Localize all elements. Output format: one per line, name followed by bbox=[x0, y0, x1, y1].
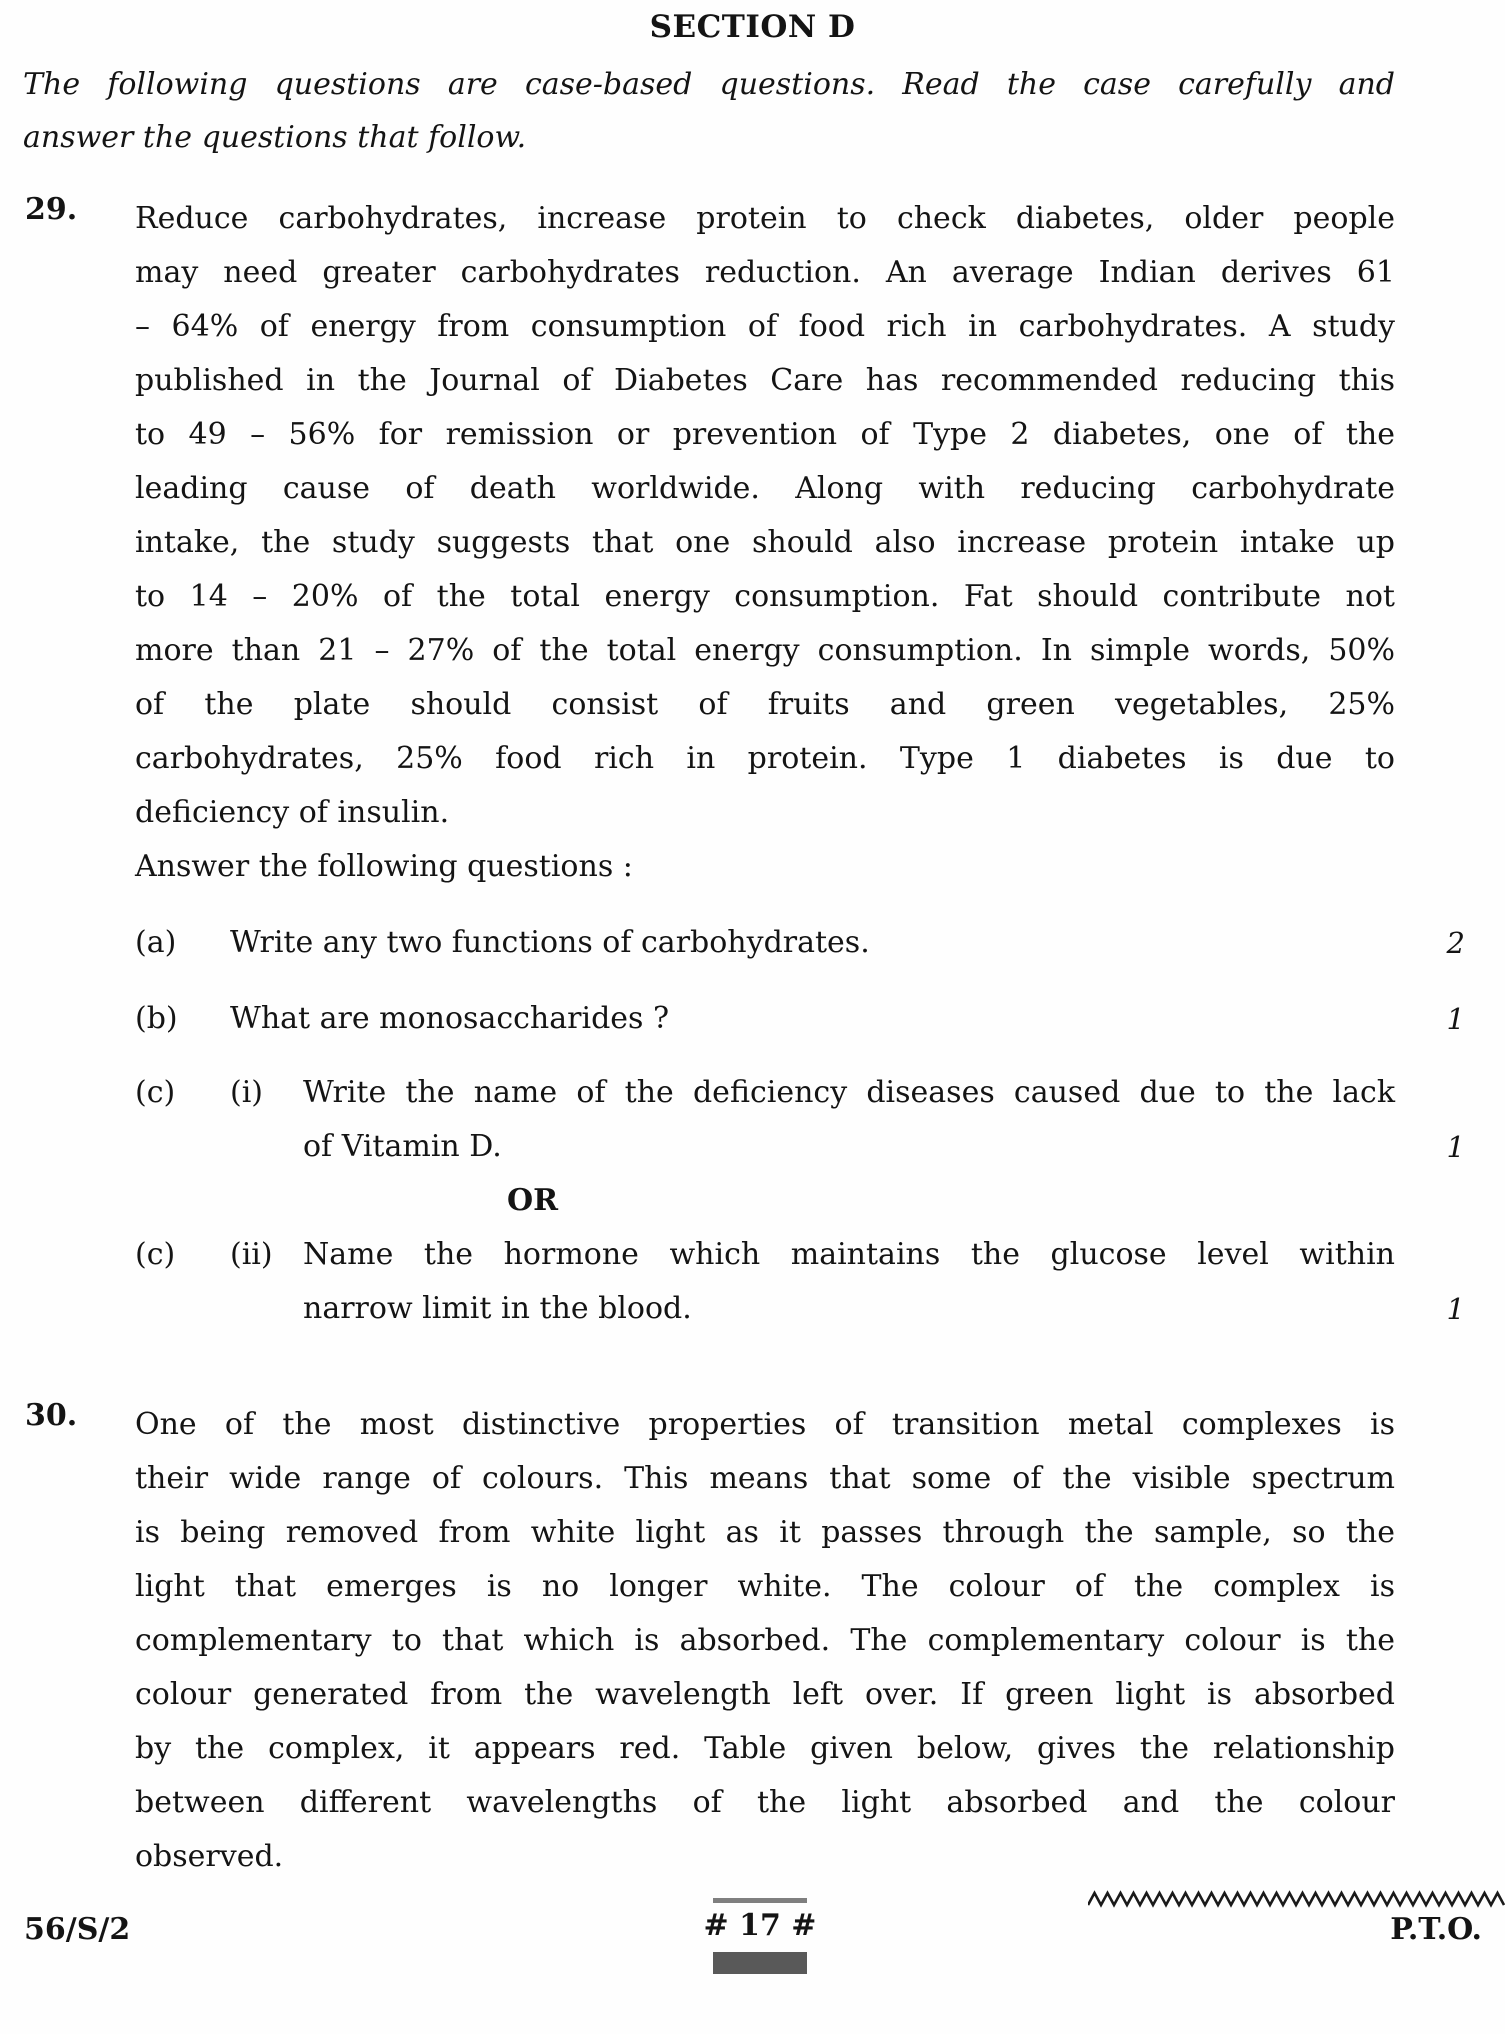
text-line: of Vitamin D. bbox=[303, 1129, 502, 1164]
sub-question-b-text bbox=[230, 992, 1395, 1046]
text-line: published in the Journal of Diabetes Care has recommended reducing this bbox=[135, 363, 1395, 398]
or-separator: OR bbox=[507, 1183, 559, 1218]
redaction-block bbox=[713, 1952, 807, 1974]
text-line: of the plate should consist of fruits and green vegetables, 25% bbox=[135, 687, 1395, 722]
pto-label: P.T.O. bbox=[1390, 1912, 1482, 1947]
text-line: complementary to that which is absorbed. The complementary colour is the bbox=[135, 1623, 1395, 1658]
sub-question-c-ii bbox=[135, 1228, 1465, 1336]
text-line: Name the hormone which maintains the glucose level within bbox=[303, 1237, 1395, 1272]
text-line: What are monosaccharides ? bbox=[230, 1001, 670, 1036]
text-line: leading cause of death worldwide. Along with reducing carbohydrate bbox=[135, 471, 1395, 506]
sub-question-c-i-marks: 1 bbox=[1446, 1130, 1465, 1164]
question-30-body bbox=[135, 1398, 1395, 1884]
text-line: their wide range of colours. This means that some of the visible spectrum bbox=[135, 1461, 1395, 1496]
text-line: by the complex, it appears red. Table given below, gives the relationship bbox=[135, 1731, 1395, 1766]
sub-question-a-text bbox=[230, 916, 1395, 970]
footer-page-number-block bbox=[700, 1898, 820, 1974]
answer-prompt: Answer the following questions : bbox=[135, 849, 633, 884]
sub-question-c-ii-roman: (ii) bbox=[230, 1237, 273, 1272]
sub-question-c-i-roman: (i) bbox=[230, 1075, 264, 1110]
text-line: colour generated from the wavelength left over. If green light is absorbed bbox=[135, 1677, 1395, 1712]
sub-question-b-label: (b) bbox=[135, 1001, 178, 1036]
sub-question-c-ii-marks: 1 bbox=[1446, 1292, 1465, 1326]
sub-question-b-marks: 1 bbox=[1446, 1002, 1465, 1036]
text-line: carbohydrates, 25% food rich in protein. Type 1 diabetes is due to bbox=[135, 741, 1395, 776]
text-line: observed. bbox=[135, 1839, 284, 1874]
text-line: to 49 – 56% for remission or prevention of Type 2 diabetes, one of the bbox=[135, 417, 1395, 452]
sub-question-b bbox=[135, 992, 1465, 1046]
text-line: intake, the study suggests that one should also increase protein intake up bbox=[135, 525, 1395, 560]
text-line: The following questions are case-based questions. Read the case carefully and bbox=[23, 67, 1395, 102]
question-29-body bbox=[135, 192, 1395, 840]
sub-question-a-marks: 2 bbox=[1446, 926, 1465, 960]
question-29 bbox=[25, 192, 1465, 1336]
sub-question-c-ii-text bbox=[303, 1228, 1395, 1336]
question-29-number: 29. bbox=[25, 192, 78, 227]
text-line: may need greater carbohydrates reduction. An average Indian derives 61 bbox=[135, 255, 1395, 290]
sub-question-c-i-label: (c) bbox=[135, 1075, 176, 1110]
text-line: light that emerges is no longer white. The colour of the complex is bbox=[135, 1569, 1395, 1604]
text-line: deficiency of insulin. bbox=[135, 795, 450, 830]
text-line: One of the most distinctive properties of transition metal complexes is bbox=[135, 1407, 1395, 1442]
text-line: answer the questions that follow. bbox=[23, 120, 527, 155]
text-line: more than 21 – 27% of the total energy consumption. In simple words, 50% bbox=[135, 633, 1395, 668]
intro-paragraph bbox=[23, 58, 1395, 164]
text-line: Write the name of the deficiency diseases caused due to the lack bbox=[303, 1075, 1395, 1110]
text-line: Write any two functions of carbohydrates. bbox=[230, 925, 870, 960]
sub-question-a-label: (a) bbox=[135, 925, 177, 960]
sub-question-c-ii-label: (c) bbox=[135, 1237, 176, 1272]
sub-question-a bbox=[135, 916, 1465, 970]
wavy-line bbox=[1088, 1884, 1505, 1906]
text-line: – 64% of energy from consumption of food rich in carbohydrates. A study bbox=[135, 309, 1395, 344]
text-line: Reduce carbohydrates, increase protein to check diabetes, older people bbox=[135, 201, 1395, 236]
text-line: to 14 – 20% of the total energy consumption. Fat should contribute not bbox=[135, 579, 1395, 614]
question-30 bbox=[25, 1398, 1465, 1884]
sub-question-c-i bbox=[135, 1066, 1465, 1174]
section-title: SECTION D bbox=[649, 9, 856, 45]
text-line: narrow limit in the blood. bbox=[303, 1291, 692, 1326]
or-separator-row bbox=[135, 1174, 1465, 1228]
question-30-number: 30. bbox=[25, 1398, 78, 1433]
page-number: # 17 # bbox=[703, 1908, 817, 1943]
text-line: is being removed from white light as it passes through the sample, so the bbox=[135, 1515, 1395, 1550]
paper-code: 56/S/2 bbox=[24, 1912, 131, 1947]
text-line: between different wavelengths of the light absorbed and the colour bbox=[135, 1785, 1395, 1820]
sub-question-c-i-text bbox=[303, 1066, 1395, 1174]
